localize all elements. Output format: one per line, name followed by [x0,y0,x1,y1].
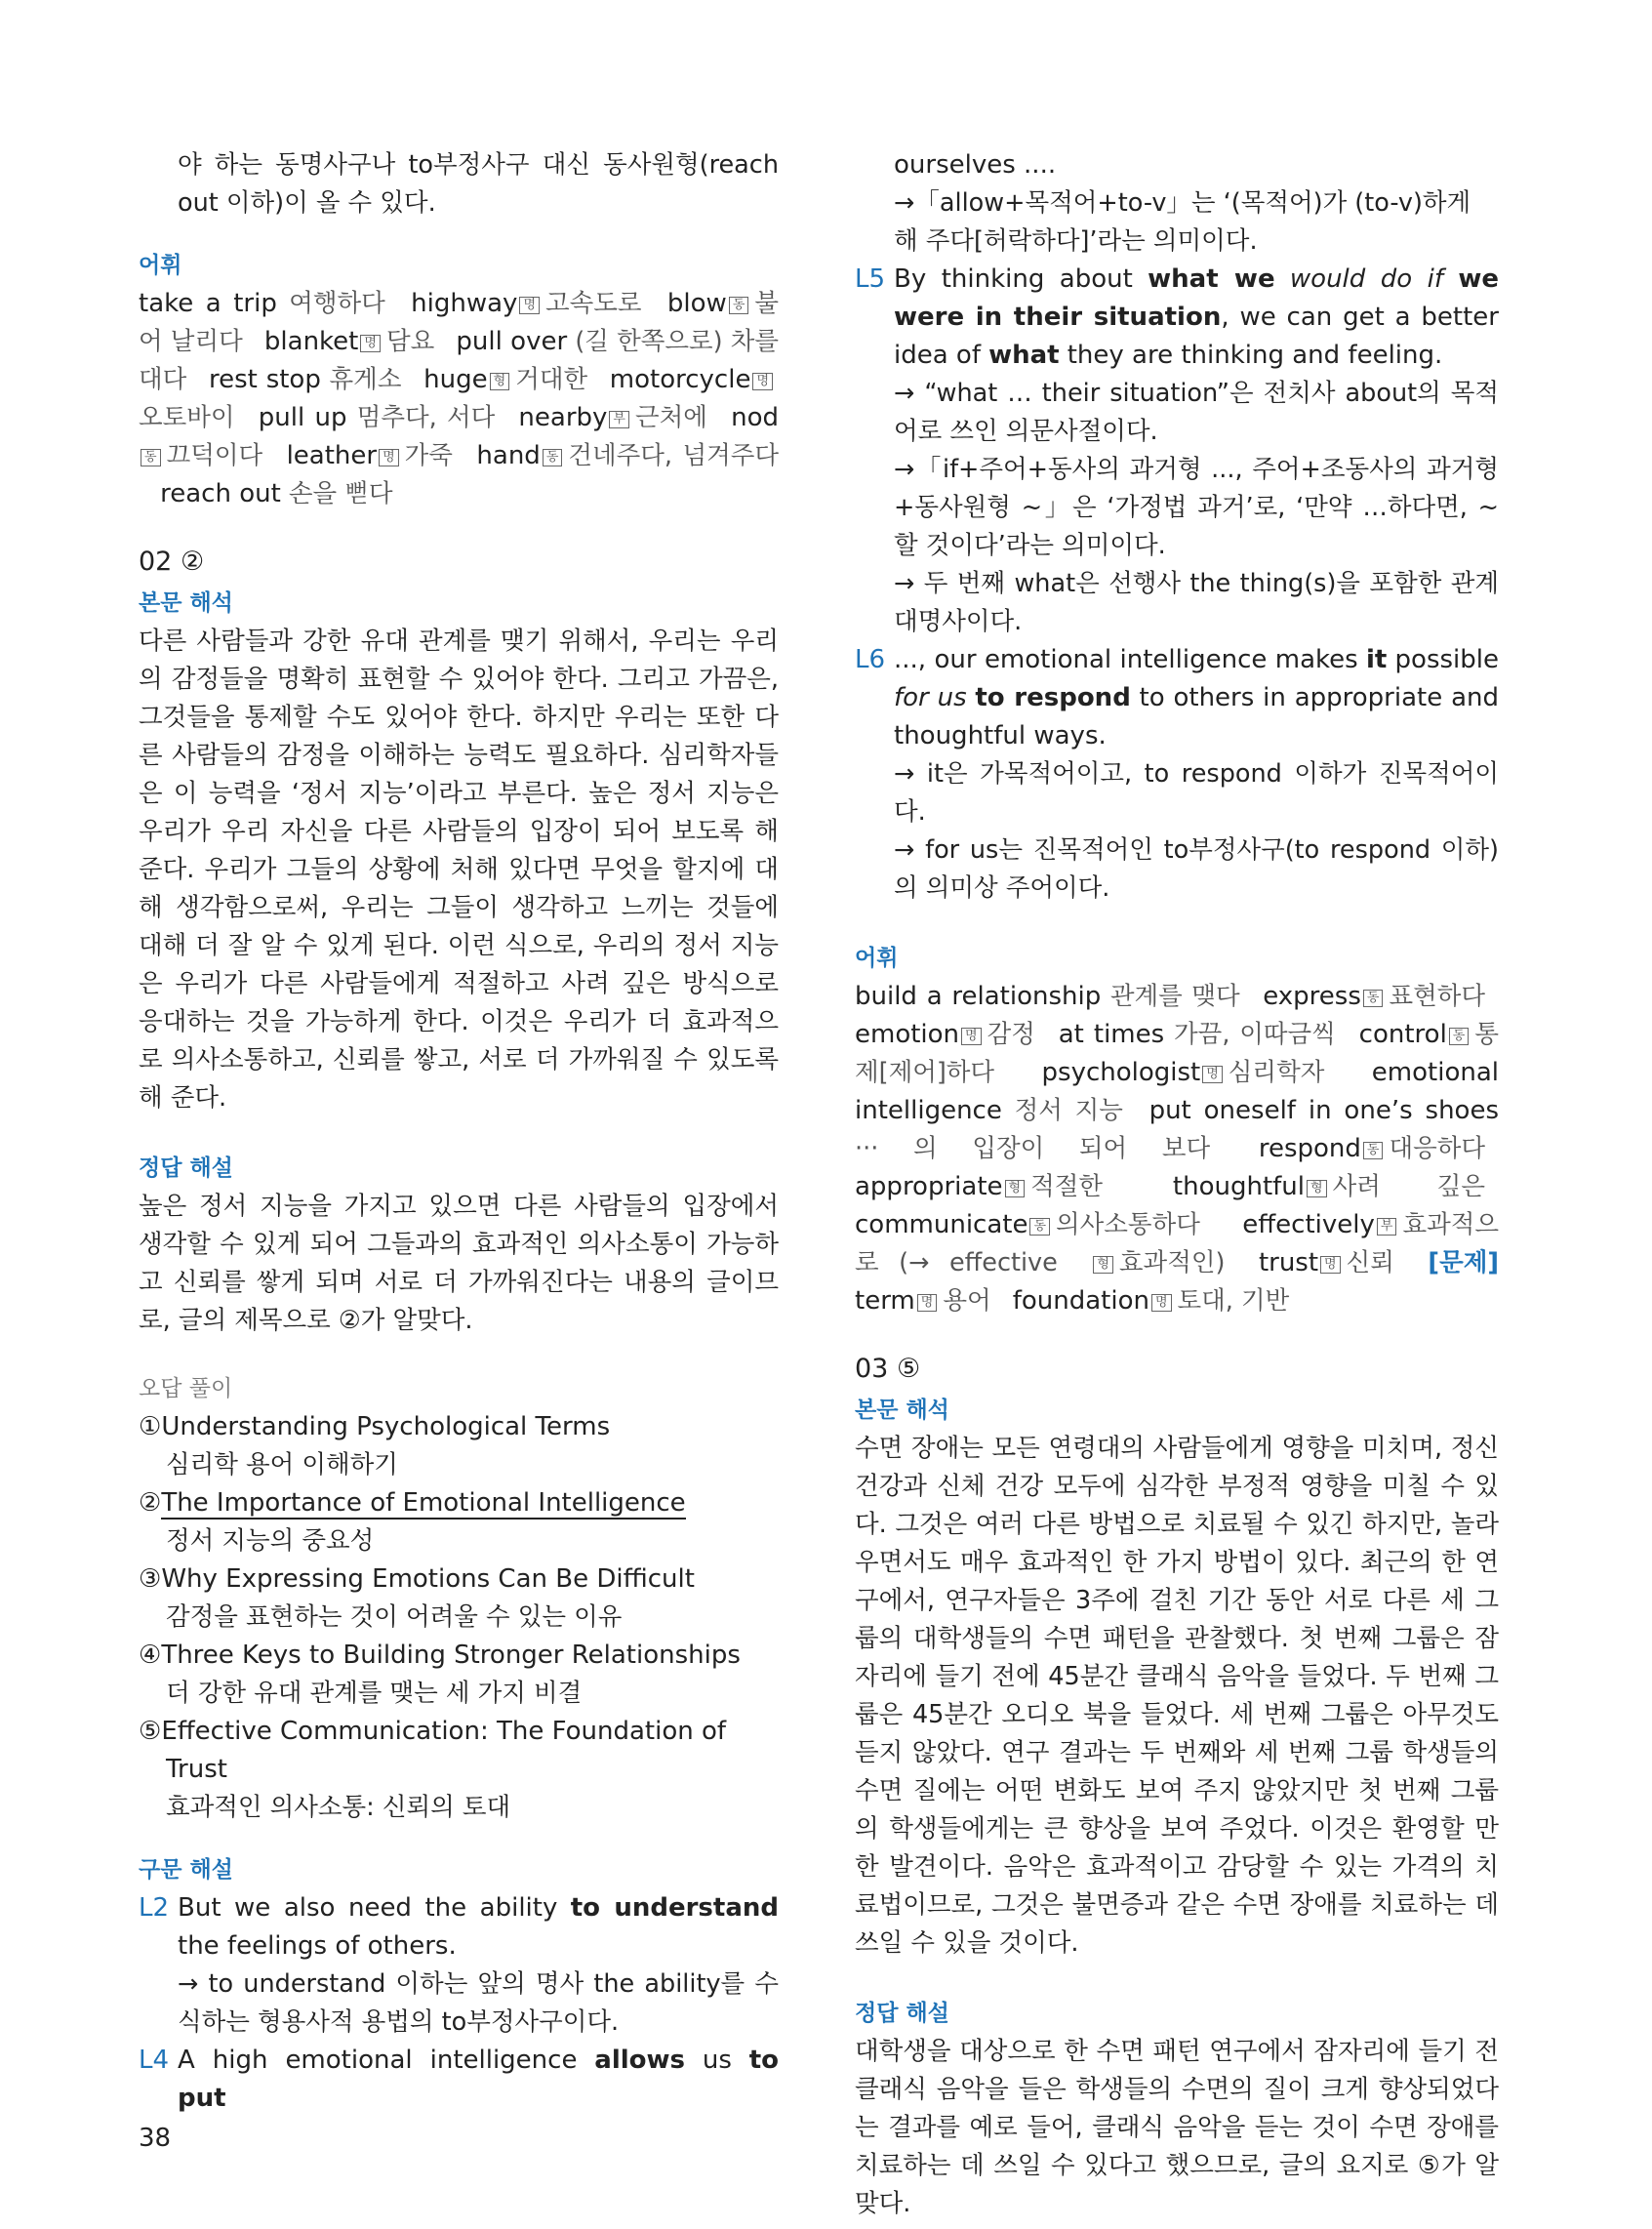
option-english: Effective Communication: The Foundation of Trust [161,1717,727,1784]
vocab-word: highway [411,289,518,318]
part-of-speech-mark: 형 [490,373,510,390]
part-of-speech-mark: 동 [141,449,161,466]
grammar-note: → “what … their situation”은 전치사 about의 목적어로 쓰인 의문사절이다. [894,379,1499,446]
part-of-speech-mark: 형 [1307,1180,1327,1197]
part-of-speech-mark: 동 [1029,1218,1050,1236]
vocab-entry [476,441,779,470]
part-of-speech-mark: 명 [519,297,540,314]
line-label: L4 [139,2046,170,2075]
vocab-meaning: 멈추다, 서다 [356,403,496,432]
vocab-meaning: 감정 [987,1020,1035,1049]
option-korean: 더 강한 유대 관계를 맺는 세 가지 비결 [166,1679,583,1708]
vocab-word: trust [1258,1248,1319,1277]
vocab-word: express [1263,982,1361,1011]
vocab-meaning: 고속도로 [545,289,642,318]
question-number: 02 [139,547,173,577]
vocab-meaning: 불어 날리다 [139,289,780,356]
vocab-meaning: 심리학자 [1228,1058,1325,1087]
vocab-meaning: 효과적인) [1118,1248,1226,1277]
vocab-meaning: 가죽 [404,441,453,470]
vocab-word: nod [731,403,779,432]
part-of-speech-mark: 형 [1005,1180,1026,1197]
part-of-speech-mark: 형 [1093,1256,1113,1274]
question-03-number [855,1350,1499,1389]
question-02-number [139,543,779,582]
vocab-meaning: 담요 [385,327,435,356]
part-of-speech-mark: 동 [1363,1142,1384,1159]
grammar-note: → 두 번째 what은 선행사 the thing(s)을 포함한 관계대명사이다. [894,569,1499,636]
vocab-meaning: 적절한 [1030,1172,1103,1201]
vocab-word: build a relationship [855,982,1102,1011]
grammar-note: → for us는 진목적어인 to부정사구(to respond 이하)의 의미상 주어이다. [894,835,1499,903]
option-english: Three Keys to Building Stronger Relationships [161,1641,741,1670]
grammar-note: → to understand 이하는 앞의 명사 the ability를 수식하는 형용사적 용법의 to부정사구이다. [178,1969,779,2037]
vocab-entry [855,1172,1103,1201]
option-number: ① [139,1412,162,1441]
part-of-speech-mark: 명 [752,373,773,390]
vocab-meaning: 오토바이 [139,403,235,432]
grammar-heading: 구문 해설 [139,1857,233,1883]
option-english: Why Expressing Emotions Can Be Difficult [161,1564,695,1594]
answer-text-02: 높은 정서 지능을 가지고 있으면 다른 사람들의 입장에서 생각할 수 있게 되어 그들과의 효과적인 의사소통이 가능하고 신뢰를 쌓게 되며 서로 더 가까워진다는 내용의 글이므로, 글의 제목으로 ②가 알맞다. [139,1192,779,1335]
vocab-list-2 [855,978,1499,1320]
vocab-word: put oneself in one’s shoes [1148,1096,1499,1125]
vocab-entry [1091,1248,1225,1277]
option-number: ④ [139,1641,162,1670]
vocab-word: nearby [518,403,608,432]
line-label: L2 [139,1893,170,1923]
answer-text-03: 대학생을 대상으로 한 수면 패턴 연구에서 잠자리에 들기 전 클래식 음악을 들은 학생들의 수면의 질이 크게 향상되었다는 결과를 예로 들어, 클래식 음악을 듣는 것이 수면 장애를 치료하는 데 쓰일 수 있다고 했으므로, 글의 요지로 ⑤가 알맞다. [855,2037,1499,2218]
vocab-word: motorcycle [609,365,751,394]
vocab-word: communicate [855,1210,1028,1239]
vocab-word: take a trip [139,289,277,318]
answer-heading-02: 정답 해설 [139,1155,233,1181]
option-number: ② [139,1488,162,1518]
vocab-meaning: 용어 [943,1286,991,1316]
vocab-word: control [1358,1020,1447,1049]
vocab-entry [1013,1286,1290,1316]
option-item [139,1484,779,1560]
grammar-line-L4: L4 A high emotional intelligence allows us to put [139,2042,779,2118]
vocab-entry [855,1210,1200,1239]
vocab-entry [1173,1172,1485,1201]
vocab-entry [287,441,453,470]
continued-note: 야 하는 동명사구나 to부정사구 대신 동사원형(reach out 이하)이 올 수 있다. [178,150,779,218]
grammar-note: →「if+주어+동사의 과거형 ..., 주어+조동사의 과거형+동사원형 ~」은 ‘가정법 과거’로, ‘만약 …하다면, ~할 것이다’라는 의미이다. [894,455,1499,560]
vocab-entry [1259,1248,1394,1277]
vocab-meaning: 가끔, 이따금씩 [1174,1020,1336,1049]
vocab-entry [264,327,434,356]
question-answer: ⑤ [896,1354,921,1384]
vocab-meaning: 건네주다, 넘겨주다 [568,441,780,470]
vocab-entry [1259,1134,1485,1163]
vocab-word: respond [1258,1134,1361,1163]
vocab-word: blanket [263,327,359,356]
option-item [139,1713,779,1827]
vocab-word: pull up [258,403,347,432]
vocab-entry [209,365,401,394]
vocab-meaning: 토대, 기반 [1177,1286,1290,1316]
vocab-entry [411,289,641,318]
vocab-entry [423,365,587,394]
vocab-word: emotional intelligence [855,1058,1499,1125]
vocab-entry [518,403,706,432]
right-column [855,146,1499,2223]
part-of-speech-mark: 동 [1449,1028,1470,1045]
part-of-speech-mark: 명 [1320,1256,1341,1274]
part-of-speech-mark: 명 [360,335,381,352]
option-number: ⑤ [139,1717,162,1746]
vocab-word: emotion [855,1020,960,1049]
option-item [139,1408,779,1484]
vocab-meaning: 효과적으로 (→ effective [855,1210,1499,1277]
answer-heading-03: 정답 해설 [855,2001,949,2026]
vocab-meaning: 통제[제어]하다 [855,1020,1499,1087]
grammar-note: → it은 가목적어이고, to respond 이하가 진목적어이다. [894,759,1499,827]
vocab-meaning: 정서 지능 [1014,1096,1123,1125]
option-english: Understanding Psychological Terms [161,1412,611,1441]
grammar-line-L4-continued: ourselves .... →「allow+목적어+to-v」는 ‘(목적어)가 (to-v)하게 해 주다[허락하다]’라는 의미이다. [855,146,1499,261]
line-label: L5 [855,264,886,294]
vocab-entry [160,479,392,508]
vocab-word: effectively [1242,1210,1375,1239]
option-item [139,1560,779,1637]
vocab-word: rest stop [208,365,321,394]
question-number: 03 [855,1354,889,1384]
vocab-word: leather [286,441,378,470]
vocab-meaning: 관계를 맺다 [1109,982,1240,1011]
grammar-line-L6: L6 ..., our emotional intelligence makes it possible for us to respond to others in appropriate and thoughtful ways. → it은 가목적어이고, to respond 이하가 진목적어이다. → for us는 진목적어인 to부정사구(to respond 이하)의 의미상 주어이다. [855,641,1499,908]
vocab-meaning: 휴게소 [329,365,402,394]
vocab-word: foundation [1012,1286,1149,1316]
translation-text-02: 다른 사람들과 강한 유대 관계를 맺기 위해서, 우리는 우리의 감정들을 명확히 표현할 수 있어야 한다. 그리고 가끔은, 그것들을 통제할 수도 있어야 한다. 하지만 우리는 또한 다른 사람들의 감정을 이해하는 능력도 필요하다. 심리학자들은 이 능력을 ‘정서 지능’이라고 부른다. 높은 정서 지능은 우리가 우리 자신을 다른 사람들의 입장이 되어 보도록 해 준다. 우리가 그들의 상황에 처해 있다면 무엇을 할지에 대해 생각함으로써, 우리는 그들이 생각하고 느끼는 것들에 대해 더 잘 알 수 있게 된다. 이런 식으로, 우리의 정서 지능은 우리가 다른 사람들에게 적절하고 사려 깊은 방식으로 응대하는 것을 가능하게 한다. 이것은 우리가 더 효과적으로 의사소통하고, 신뢰를 쌓고, 서로 더 가까워질 수 있도록 해 준다. [139,627,779,1113]
vocab-entry [1263,982,1485,1011]
vocab-word: hand [476,441,541,470]
vocab-heading-1: 어휘 [139,253,182,278]
left-column [139,146,779,2118]
line-label: L6 [855,645,886,674]
option-korean: 효과적인 의사소통: 신뢰의 토대 [166,1793,511,1822]
translation-text-03: 수면 장애는 모든 연령대의 사람들에게 영향을 미치며, 정신 건강과 신체 건강 모두에 심각한 부정적 영향을 미칠 수 있다. 그것은 여러 다른 방법으로 치료될 수 있긴 하지만, 놀라우면서도 매우 효과적인 한 가지 방법이 있다. 최근의 한 연구에서, 연구자들은 3주에 걸친 기간 동안 서로 다른 세 그룹의 대학생들의 수면 패턴을 관찰했다. 첫 번째 그룹은 잠자리에 들기 전에 45분간 클래식 음악을 들었다. 두 번째 그룹은 45분간 오디오 북을 들었다. 세 번째 그룹은 아무것도 듣지 않았다. 연구 결과는 두 번째와 세 번째 그룹 학생들의 수면 질에는 어떤 변화도 보여 주지 않았지만 첫 번째 그룹의 학생들에게는 큰 향상을 보여 주었다. 이것은 환영할 만한 발견이다. 음악은 효과적이고 감당할 수 있는 가격의 치료법이므로, 그것은 불면증과 같은 수면 장애를 치료하는 데 쓰일 수 있을 것이다. [855,1434,1499,1958]
vocab-meaning: 손을 뻗다 [288,479,393,508]
vocab-word: appropriate [855,1172,1003,1201]
part-of-speech-mark: 명 [1202,1066,1223,1083]
option-english: The Importance of Emotional Intelligence [161,1488,686,1518]
vocab-heading-2: 어휘 [855,946,899,971]
vocab-list-1 [139,285,779,513]
vocab-prefix: [문제] [1428,1248,1499,1277]
vocab-meaning: 여행하다 [289,289,385,318]
vocab-entry [855,982,1240,1011]
vocab-word: psychologist [1041,1058,1201,1087]
vocab-meaning: (길 한쪽으로) 차를 대다 [139,327,780,394]
vocab-word: blow [666,289,727,318]
option-item [139,1637,779,1713]
vocab-meaning: 거대한 [515,365,588,394]
vocab-word: reach out [160,479,281,508]
part-of-speech-mark: 부 [609,411,629,428]
vocab-entry [139,289,385,318]
vocab-entry [1042,1058,1325,1087]
vocab-word: at times [1058,1020,1165,1049]
vocab-word: pull over [456,327,568,356]
vocab-meaning: ··· 의 입장이 되어 보다 [855,1134,1211,1163]
vocab-meaning: 의사소통하다 [1056,1210,1200,1239]
options-list [139,1408,779,1827]
page-number: 38 [139,2124,172,2153]
vocab-meaning: 표현하다 [1389,982,1485,1011]
grammar-line-L2: L2 But we also need the ability to understand the feelings of others. → to understand 이하는 앞의 명사 the ability를 수식하는 형용사적 용법의 to부정사구이다. [139,1889,779,2042]
part-of-speech-mark: 명 [1151,1294,1172,1312]
option-korean: 심리학 용어 이해하기 [166,1450,398,1479]
vocab-meaning: 근처에 [634,403,707,432]
vocab-entry [855,1020,1035,1049]
question-answer: ② [180,547,205,577]
vocab-word: thoughtful [1172,1172,1305,1201]
part-of-speech-mark: 동 [1363,990,1384,1007]
option-korean: 정서 지능의 중요성 [166,1526,375,1556]
part-of-speech-mark: 명 [917,1294,938,1312]
vocab-entry [259,403,495,432]
vocab-meaning: 신뢰 [1346,1248,1394,1277]
vocab-word: term [855,1286,915,1316]
wrong-answer-heading: 오답 풀이 [139,1376,233,1401]
part-of-speech-mark: 동 [729,297,749,314]
option-korean: 감정을 표현하는 것이 어려울 수 있는 이유 [166,1602,623,1632]
vocab-meaning: 대응하다 [1389,1134,1485,1163]
part-of-speech-mark: 명 [379,449,399,466]
grammar-note: →「allow+목적어+to-v」는 ‘(목적어)가 (to-v)하게 해 주다[허락하다]’라는 의미이다. [894,188,1471,256]
option-number: ③ [139,1564,162,1594]
part-of-speech-mark: 명 [961,1028,982,1045]
vocab-meaning: 끄덕이다 [166,441,263,470]
vocab-entry [1059,1020,1336,1049]
part-of-speech-mark: 부 [1377,1218,1397,1236]
part-of-speech-mark: 동 [543,449,563,466]
vocab-meaning: 사려 깊은 [1332,1172,1486,1201]
grammar-line-L5: L5 By thinking about what we would do if we were in their situation, we can get a better idea of what they are thinking and feeling. → “what … their situation”은 전치사 about의 목적어로 쓰인 의문사절이다. →「if+주어+동사의 과거형 ..., 주어+조동사의 과거형+동사원형 ~」은 ‘가정법 과거’로, ‘만약 …하다면, ~할 것이다’라는 의미이다. → 두 번째 what은 선행사 the thing(s)을 포함한 관계대명사이다. [855,261,1499,641]
vocab-word: huge [423,365,488,394]
translation-heading-03: 본문 해석 [855,1398,949,1423]
translation-heading-02: 본문 해석 [139,590,233,616]
